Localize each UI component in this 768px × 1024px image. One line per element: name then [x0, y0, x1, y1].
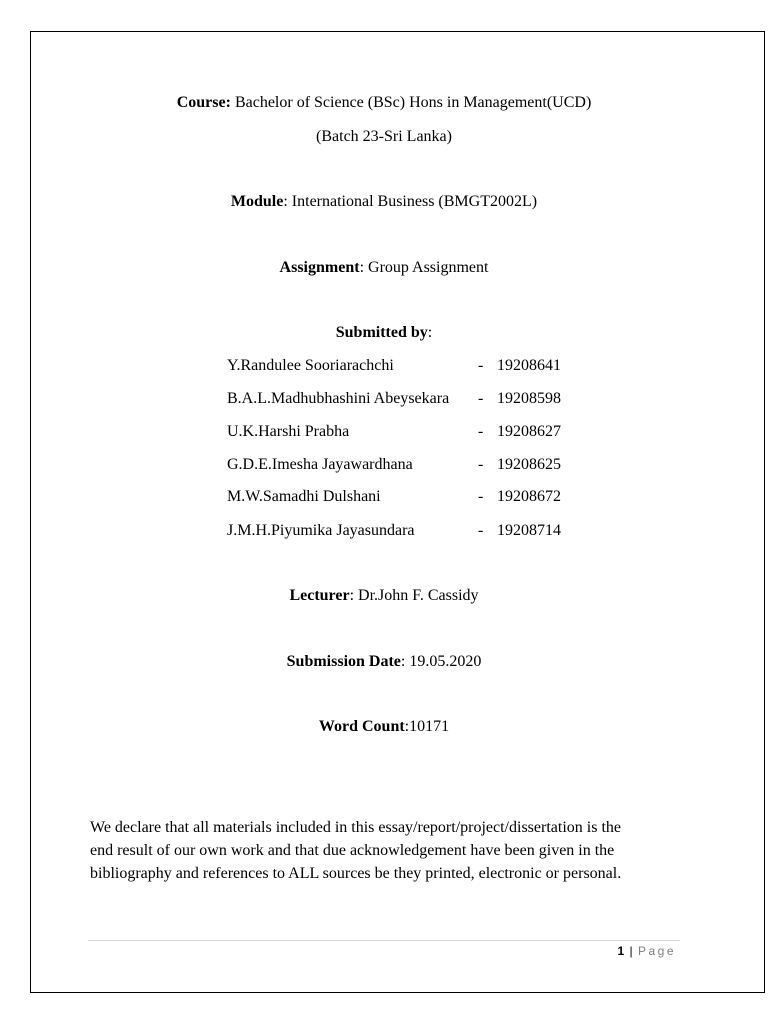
- page-number-value: 1: [617, 944, 625, 958]
- student-name: U.K.Harshi Prabha: [227, 423, 350, 440]
- student-name: J.M.H.Piyumika Jayasundara: [227, 522, 415, 539]
- declaration-line: bibliography and references to ALL sources be they printed, electronic or personal.: [90, 865, 622, 882]
- batch-line: (Batch 23-Sri Lanka): [316, 128, 452, 145]
- submission-date-value: : 19.05.2020: [400, 653, 482, 670]
- lecturer-line: [0, 586, 768, 606]
- page-number-separator: |: [629, 944, 633, 958]
- student-row: [0, 356, 768, 376]
- student-id: 19208625: [497, 456, 561, 473]
- submission-date-line: [0, 652, 768, 672]
- student-dash: -: [478, 456, 484, 473]
- student-row: [0, 521, 768, 541]
- assignment-value: : Group Assignment: [359, 259, 489, 276]
- student-row: [0, 455, 768, 475]
- module-line: [0, 192, 768, 212]
- student-row: [0, 487, 768, 507]
- lecturer-label: Lecturer: [289, 587, 350, 604]
- student-id: 19208598: [497, 390, 561, 407]
- submitted-by-label: Submitted by: [335, 324, 428, 341]
- student-dash: -: [478, 423, 484, 440]
- declaration-line: We declare that all materials included in this essay/report/project/dissertation is the: [90, 819, 621, 836]
- module-label: Module: [230, 193, 284, 210]
- student-name: B.A.L.Madhubhashini Abeysekara: [227, 390, 450, 407]
- footer-divider: [88, 940, 680, 941]
- declaration-paragraph: [90, 816, 690, 885]
- student-name: G.D.E.Imesha Jayawardhana: [227, 456, 413, 473]
- submitted-by-colon: :: [427, 324, 433, 341]
- lecturer-value: : Dr.John F. Cassidy: [349, 587, 479, 604]
- assignment-label: Assignment: [279, 259, 360, 276]
- student-row: [0, 422, 768, 442]
- page-number-word: Page: [637, 944, 676, 958]
- student-dash: -: [478, 357, 484, 374]
- word-count-line: [0, 717, 768, 737]
- declaration-line: end result of our own work and that due acknowledgement have been given in the: [90, 842, 615, 859]
- student-dash: -: [478, 390, 484, 407]
- student-name: Y.Randulee Sooriarachchi: [227, 357, 394, 374]
- course-value: Bachelor of Science (BSc) Hons in Management(UCD): [230, 94, 592, 111]
- assignment-line: [0, 258, 768, 278]
- student-dash: -: [478, 488, 484, 505]
- submission-date-label: Submission Date: [286, 653, 401, 670]
- course-label: Course:: [176, 94, 231, 111]
- module-value: : International Business (BMGT2002L): [283, 193, 538, 210]
- student-id: 19208714: [497, 522, 561, 539]
- student-row: [0, 389, 768, 409]
- student-id: 19208641: [497, 357, 561, 374]
- student-name: M.W.Samadhi Dulshani: [227, 488, 381, 505]
- student-id: 19208627: [497, 423, 561, 440]
- student-dash: -: [478, 522, 484, 539]
- course-line: [0, 93, 768, 113]
- page-number: [617, 942, 676, 960]
- word-count-label: Word Count: [318, 718, 405, 735]
- student-id: 19208672: [497, 488, 561, 505]
- word-count-value: :10171: [404, 718, 450, 735]
- submitted-by-heading: [0, 323, 768, 343]
